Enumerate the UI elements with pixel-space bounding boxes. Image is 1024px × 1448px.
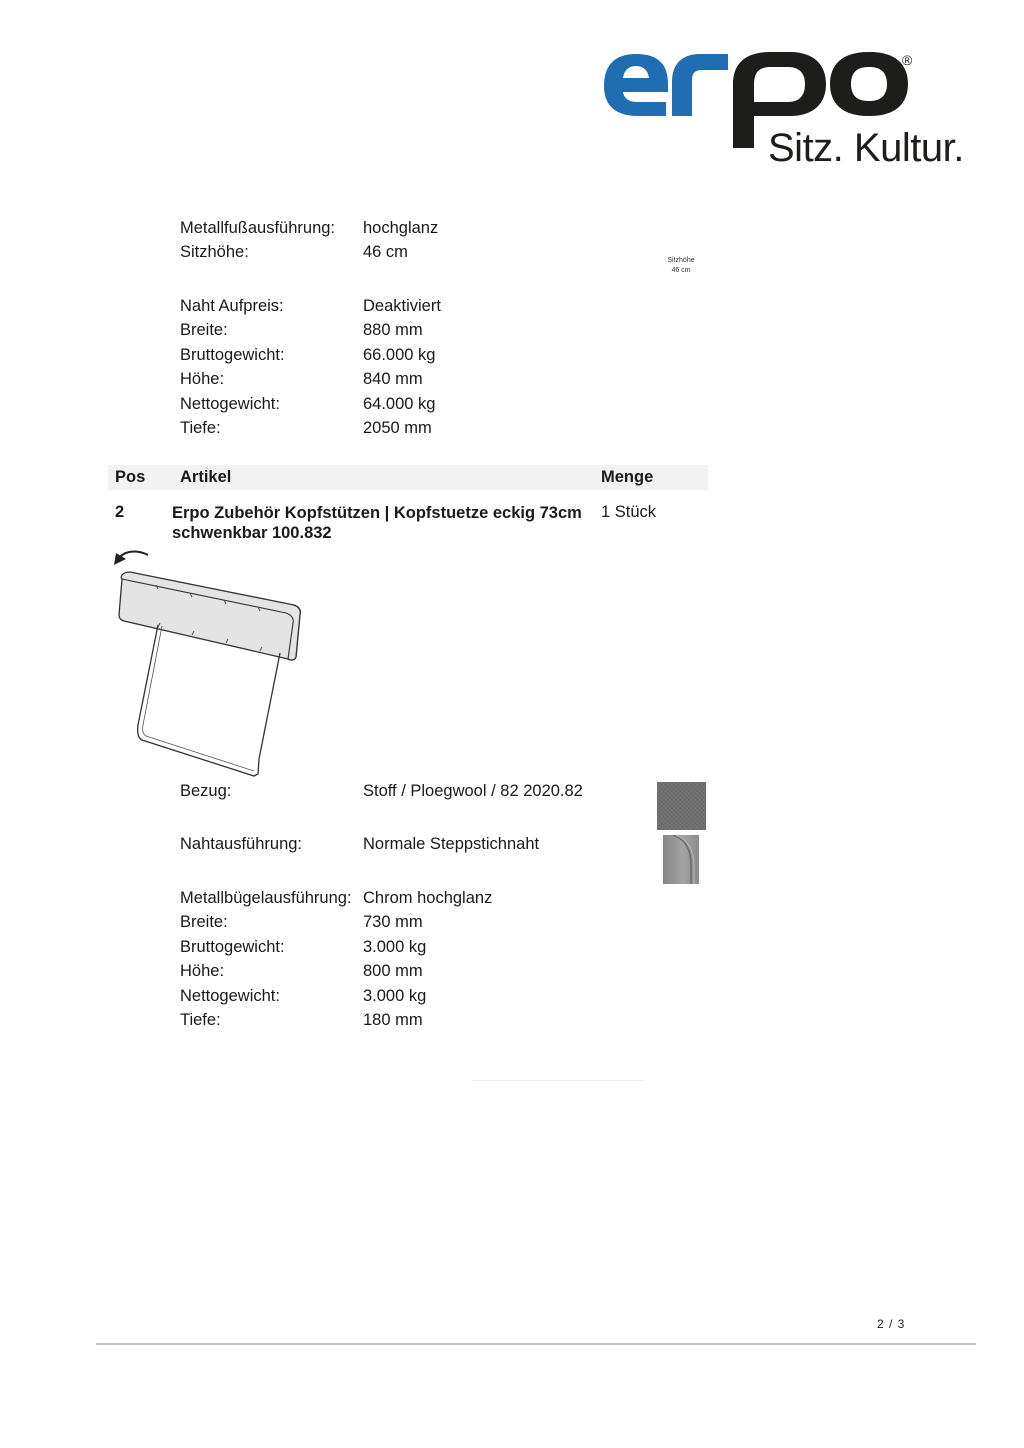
spec-row	[180, 416, 600, 440]
item2-specs-group1	[180, 779, 650, 803]
spec-row	[180, 886, 650, 910]
spec-label: Sitzhöhe:	[180, 243, 249, 262]
spec-label: Bezug:	[180, 782, 232, 800]
spec-value: Deaktiviert	[363, 297, 441, 315]
seam-swatch	[663, 835, 699, 884]
sitzhoehe-image	[650, 256, 712, 276]
spec-label: Tiefe:	[180, 418, 221, 437]
spec-value: 180 mm	[363, 1010, 423, 1029]
spec-label: Bruttogewicht:	[180, 937, 285, 956]
spec-row	[180, 935, 650, 959]
header-menge: Menge	[601, 468, 654, 486]
positions-table-header	[108, 465, 708, 490]
spec-row	[180, 216, 600, 240]
spec-label: Nettogewicht:	[180, 394, 280, 413]
spec-row	[180, 367, 600, 391]
spec-value: 880 mm	[363, 321, 423, 340]
spec-label: Metallbügelausführung:	[180, 889, 352, 907]
spec-value: Normale Steppstichnaht	[363, 835, 540, 853]
spec-value: 840 mm	[363, 370, 423, 389]
headrest-drawing-icon	[108, 545, 308, 780]
product1-specs-group2	[180, 294, 600, 440]
spec-value: Chrom hochglanz	[363, 889, 493, 907]
spec-row	[180, 910, 650, 934]
spec-label: Höhe:	[180, 962, 225, 981]
item-pos: 2	[115, 503, 125, 521]
item-menge: 1 Stück	[601, 503, 657, 521]
spec-row	[180, 294, 600, 318]
spec-label: Tiefe:	[180, 1010, 221, 1029]
registered-mark: ®	[902, 52, 913, 68]
divider	[472, 1080, 644, 1081]
spec-label: Nahtausführung:	[180, 835, 303, 853]
header-pos: Pos	[115, 468, 146, 486]
spec-row	[180, 392, 600, 416]
spec-value: 3.000 kg	[363, 986, 427, 1005]
spec-label: Bruttogewicht:	[180, 345, 285, 364]
spec-value: 64.000 kg	[363, 394, 436, 413]
spec-value: 800 mm	[363, 962, 423, 981]
spec-value: hochglanz	[363, 219, 439, 237]
product1-specs-group1	[180, 216, 600, 265]
fabric-swatch	[657, 782, 706, 830]
spec-value: 46 cm	[363, 243, 408, 262]
spec-row	[180, 832, 650, 856]
header-artikel: Artikel	[180, 468, 232, 486]
item-artikel: Erpo Zubehör Kopfstützen | Kopfstuetze eckig 73cm schwenkbar 100.832	[172, 504, 582, 542]
spec-label: Nettogewicht:	[180, 986, 280, 1005]
footer-divider	[96, 1343, 976, 1345]
spec-value: 66.000 kg	[363, 345, 436, 364]
brand-tagline: Sitz. Kultur.	[768, 126, 964, 170]
spec-label: Naht Aufpreis:	[180, 297, 284, 315]
item2-specs-group2	[180, 832, 650, 856]
page-number: 2 / 3	[877, 1317, 906, 1331]
spec-label: Breite:	[180, 913, 228, 932]
spec-value: 730 mm	[363, 913, 423, 932]
sitzhoehe-caption-line1: Sitzhöhe	[667, 257, 695, 264]
spec-row	[180, 318, 600, 342]
spec-row	[180, 984, 650, 1008]
spec-row	[180, 240, 600, 264]
spec-value: 3.000 kg	[363, 937, 427, 956]
item2-specs-group3	[180, 886, 650, 1032]
spec-row	[180, 343, 600, 367]
spec-label: Metallfußausführung:	[180, 219, 336, 237]
spec-label: Höhe:	[180, 370, 225, 389]
spec-row	[180, 1008, 650, 1032]
sitzhoehe-caption-line2: 46 cm	[671, 267, 691, 274]
spec-value: 2050 mm	[363, 418, 432, 437]
spec-value: Stoff / Ploegwool / 82 2020.82	[363, 782, 583, 800]
spec-label: Breite:	[180, 321, 228, 340]
spec-row	[180, 779, 650, 803]
spec-row	[180, 959, 650, 983]
